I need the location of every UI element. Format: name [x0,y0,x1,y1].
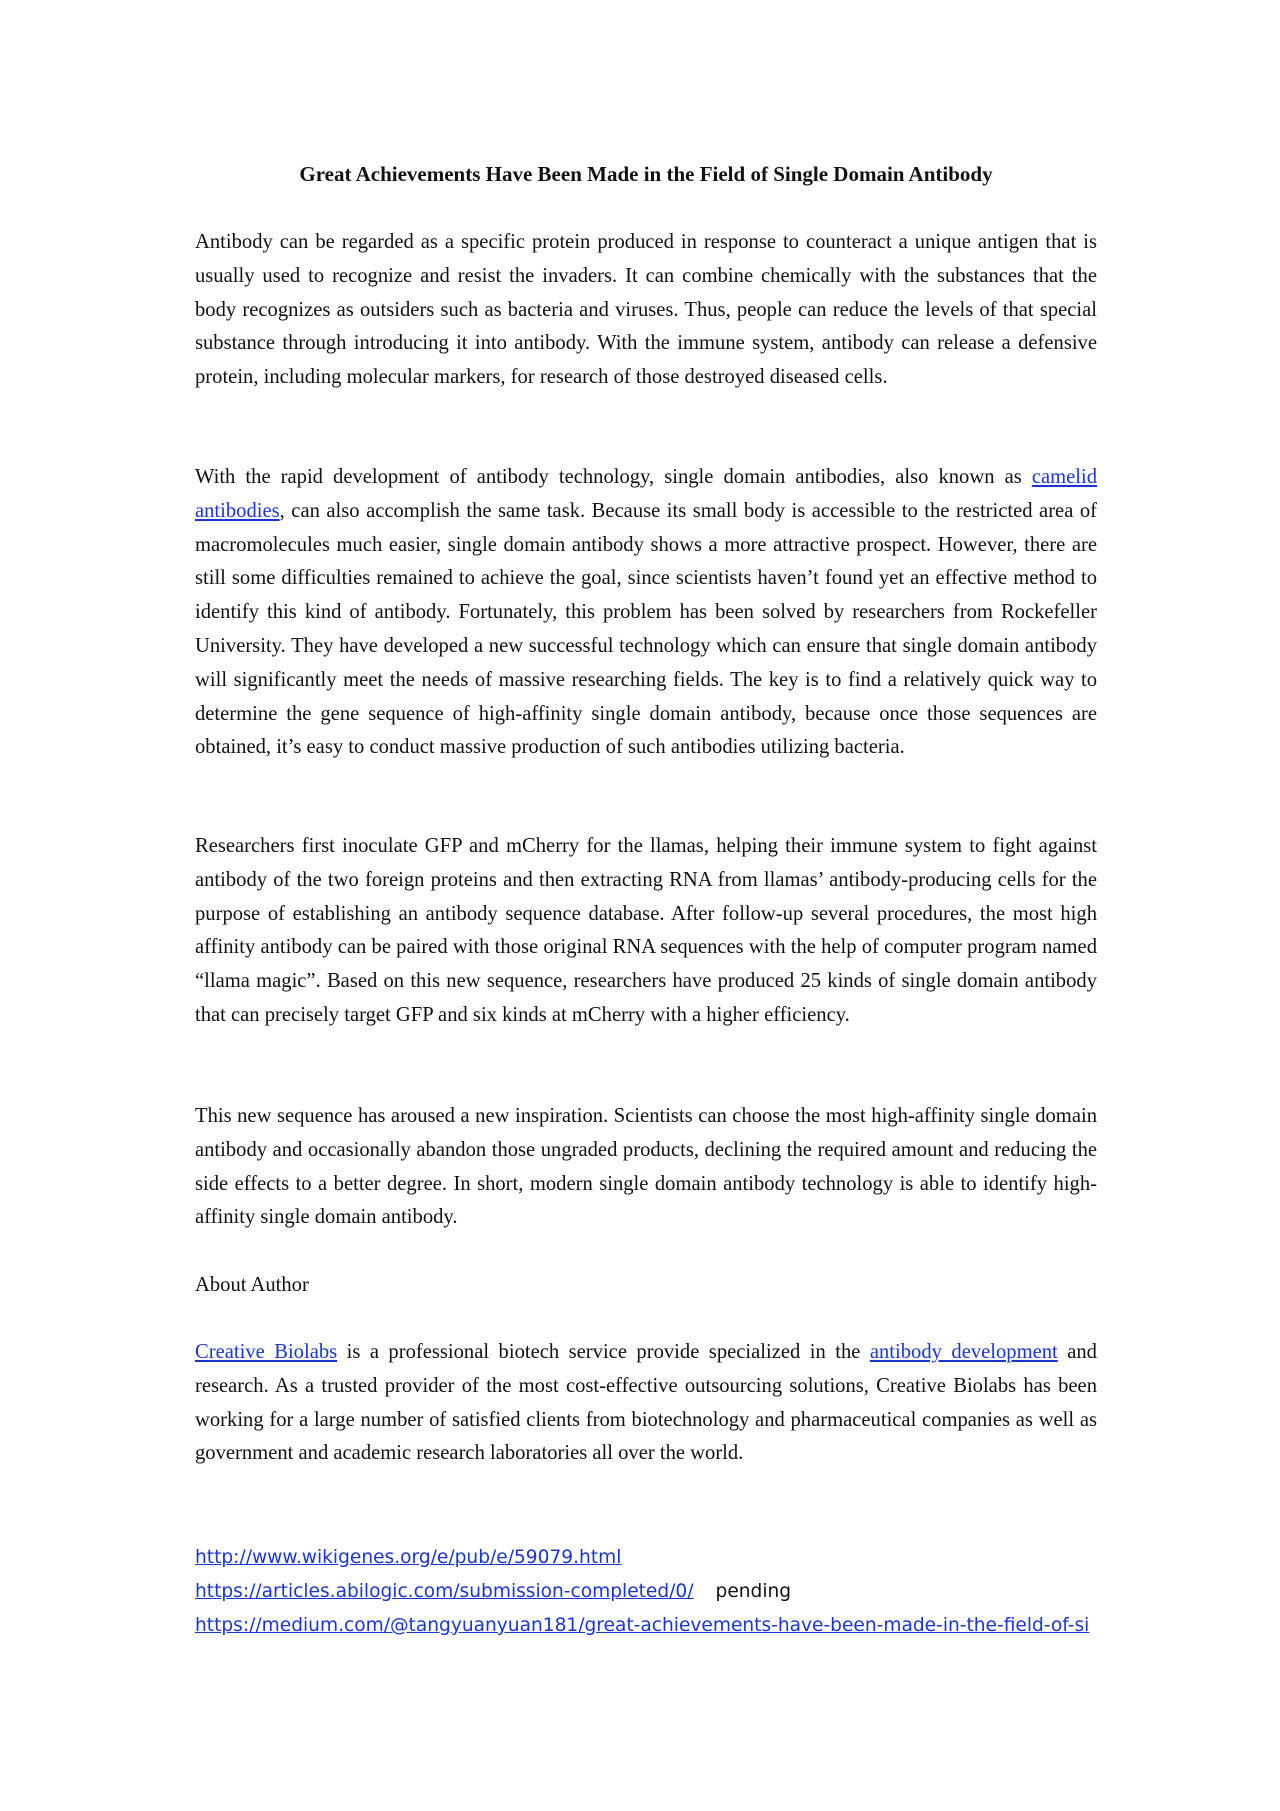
reference-link-row [195,1541,1097,1575]
wikigenes-url-link[interactable]: http://www.wikigenes.org/e/pub/e/59079.html [195,1547,622,1568]
antibody-development-link[interactable]: antibody development [869,1341,1058,1363]
paragraph-about-middle-text: is a professional biotech service provide specialized in the [337,1341,870,1363]
paragraph-2-text-after-link: , can also accomplish the same task. Because its small body is accessible to the restricted area of macromolecules much easier, single domain antibody shows a more attractive prospect. However, there are still some difficulties remained to achieve the goal, since scientists haven’t found yet an effective method to identify this kind of antibody. Fortunately, this problem has been solved by researchers from Rockefeller University. They have developed a new successful technology which can ensure that single domain antibody will significantly meet the needs of massive researching fields. The key is to find a relatively quick way to determine the gene sequence of high-affinity single domain antibody, because once those sequences are obtained, it’s easy to conduct massive production of such antibodies utilizing bacteria. [195,499,1097,759]
paragraph-3: Researchers first inoculate GFP and mCherry for the llamas, helping their immune system to fight against antibody of the two foreign proteins and then extracting RNA from llamas’ antibody-producing cells for the purpose of establishing an antibody sequence database. After follow-up several procedures, the most high affinity antibody can be paired with those original RNA sequences with the help of computer program named “llama magic”. Based on this new sequence, researchers have produced 25 kinds of single domain antibody that can precisely target GFP and six kinds at mCherry with a higher efficiency. [195,835,1097,1026]
paragraph-4: This new sequence has aroused a new inspiration. Scientists can choose the most high-affinity single domain antibody and occasionally abandon those ungraded products, declining the required amount and reducing the side effects to a better degree. In short, modern single domain antibody technology is able to identify high-affinity single domain antibody. [195,1105,1097,1229]
reference-links [195,1541,1097,1643]
paragraph-1: Antibody can be regarded as a specific protein produced in response to counteract a unique antigen that is usually used to recognize and resist the invaders. It can combine chemically with the substances that the body recognizes as outsiders such as bacteria and viruses. Thus, people can reduce the levels of that special substance through introducing it into antibody. With the immune system, antibody can release a defensive protein, including molecular markers, for research of those destroyed diseased cells. [195,231,1097,389]
abilogic-url-link[interactable]: https://articles.abilogic.com/submission-completed/0/ [195,1581,694,1602]
document-title: Great Achievements Have Been Made in the Field of Single Domain Antibody [299,162,993,186]
reference-link-row [195,1575,1097,1609]
pending-note: pending [715,1581,792,1602]
paragraph-about-author [195,1336,1097,1471]
reference-link-row [195,1609,1097,1643]
paragraph-2 [195,461,1097,765]
creative-biolabs-link[interactable]: Creative Biolabs [195,1341,338,1363]
medium-url-link[interactable]: https://medium.com/@tangyuanyuan181/great-achievements-have-been-made-in-the-field-of-si [195,1615,1090,1636]
paragraph-2-text-before-link: With the rapid development of antibody technology, single domain antibodies, also known as [195,466,1032,488]
camelid-antibodies-link[interactable]: camelid antibodies [195,466,1097,522]
paragraph-about-rest-text: and research. As a trusted provider of the most cost-effective outsourcing solutions, Creative Biolabs has been working for a large number of satisfied clients from biotechnology and pharmaceutical companies as well as government and academic research laboratories all over the world. [195,1341,1097,1465]
about-author-heading: About Author [195,1274,309,1296]
